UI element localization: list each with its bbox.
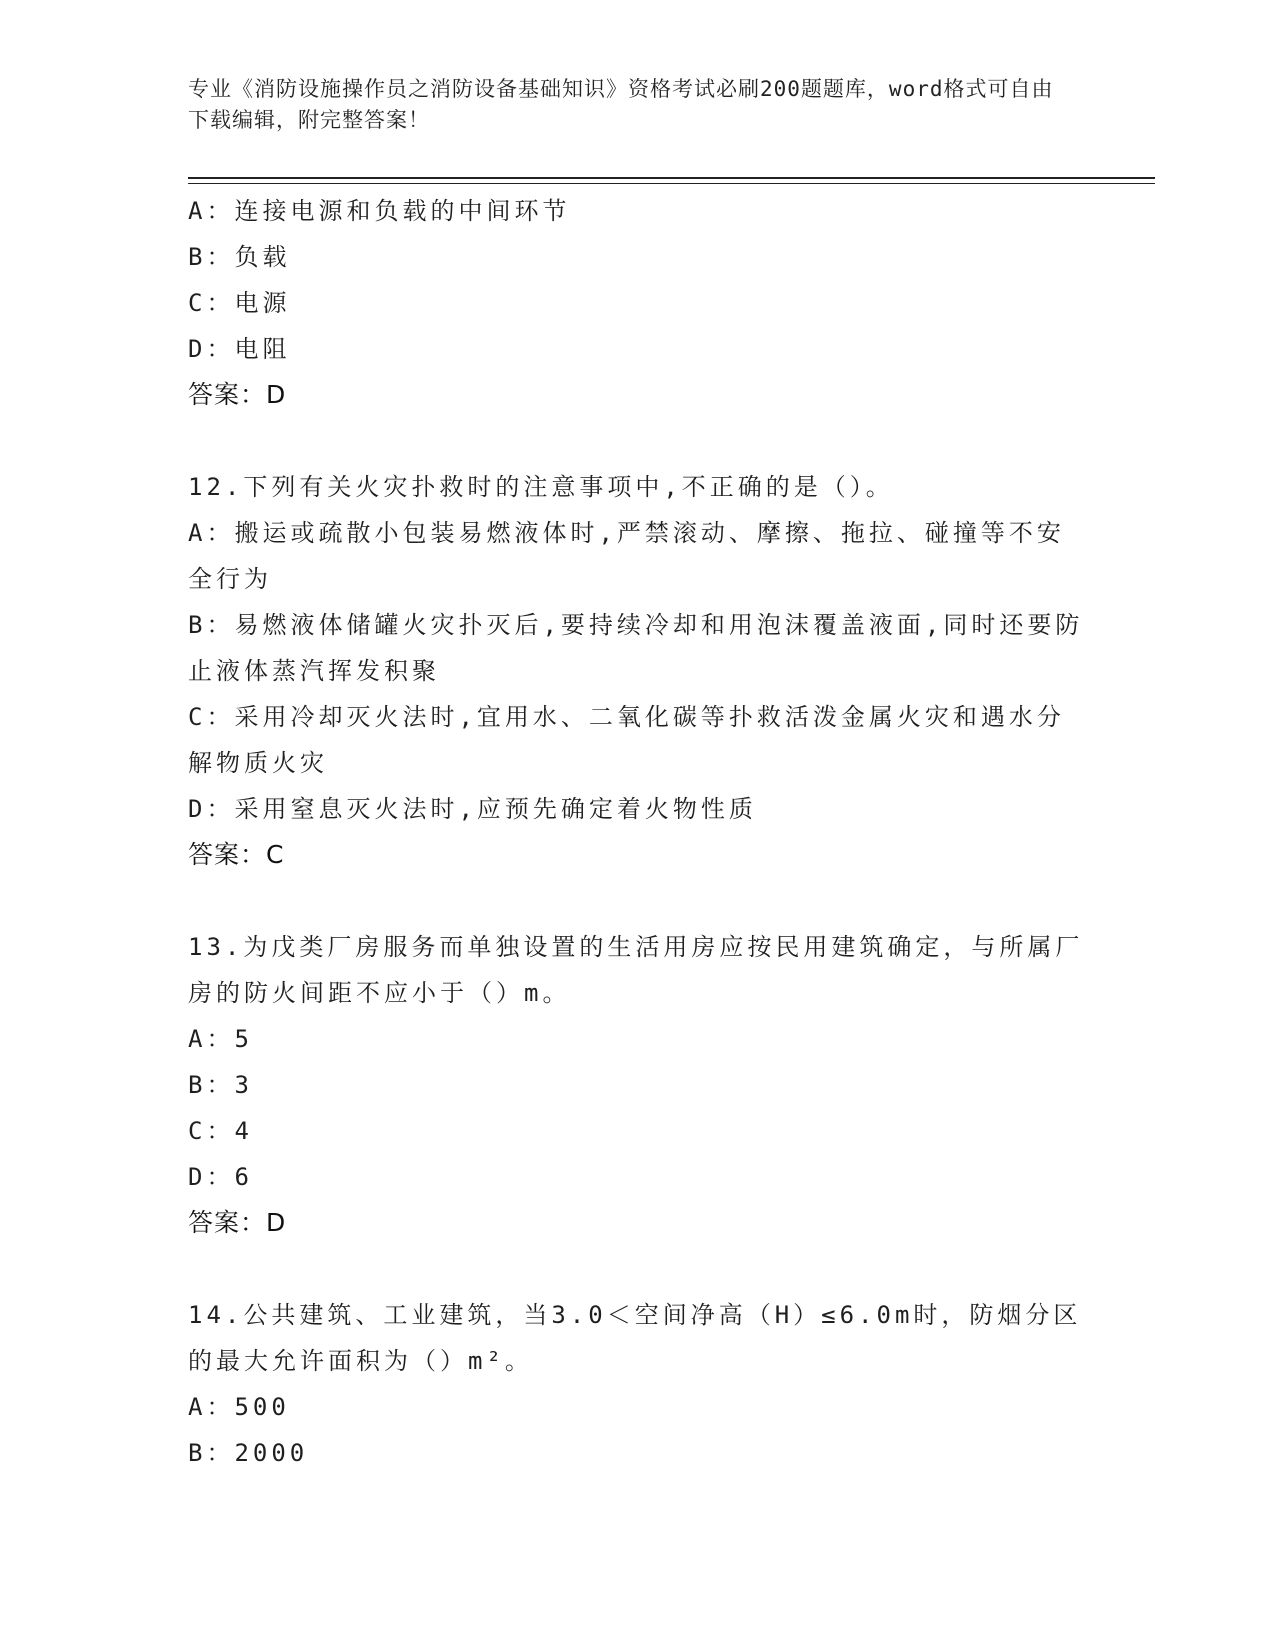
option-c: C：采用冷却灭火法时,宜用水、二氧化碳等扑救活泼金属火灾和遇水分解物质火灾 <box>188 703 1065 777</box>
question-14 <box>188 1292 1088 1476</box>
question-stem: 12.下列有关火灾扑救时的注意事项中,不正确的是（）。 <box>188 473 894 501</box>
option-b: B：2000 <box>188 1439 309 1467</box>
answer: 答案：D <box>188 1208 287 1237</box>
option-c: C：4 <box>188 1117 253 1145</box>
question-stem: 13.为戊类厂房服务而单独设置的生活用房应按民用建筑确定，与所属厂房的防火间距不应小于（）m。 <box>188 933 1084 1007</box>
option-d: D：6 <box>188 1163 253 1191</box>
header-divider-thin <box>188 183 1155 184</box>
spacer <box>188 1246 1088 1292</box>
question-13 <box>188 924 1088 1246</box>
option-c: C：电源 <box>188 289 291 317</box>
option-b: B：负载 <box>188 243 291 271</box>
option-b: B：3 <box>188 1071 253 1099</box>
question-12 <box>188 464 1088 878</box>
answer: 答案：C <box>188 840 285 869</box>
question-list <box>188 188 1088 1476</box>
option-a: A：连接电源和负载的中间环节 <box>188 197 571 225</box>
option-d: D：电阻 <box>188 335 291 363</box>
option-d: D：采用窒息灭火法时,应预先确定着火物性质 <box>188 795 757 823</box>
spacer <box>188 878 1088 924</box>
option-b: B：易燃液体储罐火灾扑灭后,要持续冷却和用泡沫覆盖液面,同时还要防止液体蒸汽挥发积聚 <box>188 611 1084 685</box>
option-a: A：500 <box>188 1393 290 1421</box>
option-a: A：搬运或疏散小包装易燃液体时,严禁滚动、摩擦、拖拉、碰撞等不安全行为 <box>188 519 1065 593</box>
option-a: A：5 <box>188 1025 253 1053</box>
header-divider-thick <box>188 177 1155 179</box>
question-11 <box>188 188 1088 418</box>
document-header: 专业《消防设施操作员之消防设备基础知识》资格考试必刷200题题库，word格式可自由下载编辑，附完整答案！ <box>188 77 1054 132</box>
spacer <box>188 418 1088 464</box>
question-stem: 14.公共建筑、工业建筑，当3.0＜空间净高（H）≤6.0m时，防烟分区的最大允许面积为（）m²。 <box>188 1301 1082 1375</box>
answer: 答案：D <box>188 380 287 409</box>
